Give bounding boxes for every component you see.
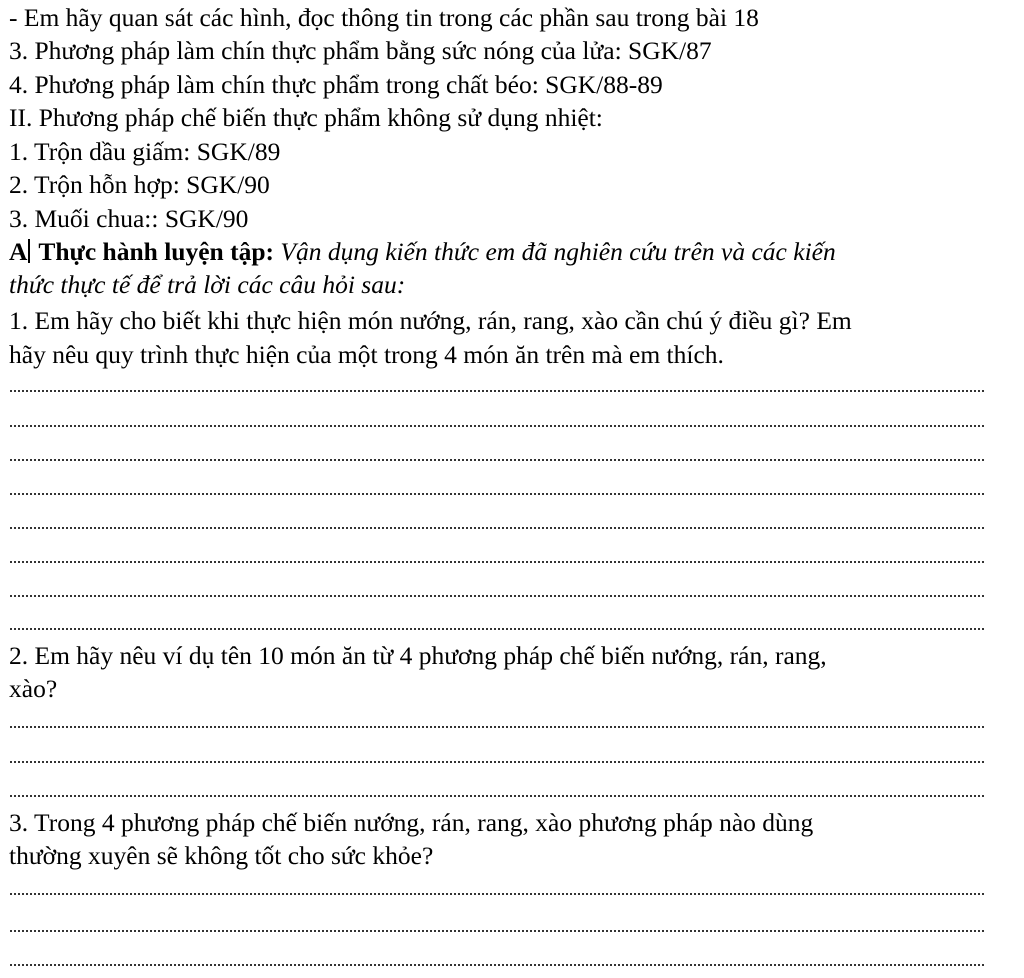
answer-line[interactable] (10, 527, 984, 529)
answer-line[interactable] (10, 761, 984, 763)
question-3-line-2: thường xuyên sẽ không tốt cho sức khỏe? (9, 841, 434, 870)
answer-line[interactable] (10, 930, 984, 932)
answer-line[interactable] (10, 595, 984, 597)
question-3-line-1: 3. Trong 4 phương pháp chế biến nướng, rán, rang, xào phương pháp nào dùng (9, 808, 814, 837)
section-ii-heading: II. Phương pháp chế biến thực phẩm không sử dụng nhiệt: (9, 103, 603, 132)
intro-line: 3. Muối chua:: SGK/90 (9, 204, 249, 233)
answer-line[interactable] (10, 425, 984, 427)
text-cursor (28, 239, 30, 263)
answer-line[interactable] (10, 390, 984, 392)
answer-line[interactable] (10, 893, 984, 895)
answer-line[interactable] (10, 459, 984, 461)
answer-line[interactable] (10, 628, 984, 630)
answer-line[interactable] (10, 726, 984, 728)
section-a-instruction-cont: thức thực tế để trả lời các câu hỏi sau: (9, 270, 406, 299)
answer-line[interactable] (10, 493, 984, 495)
intro-line: 4. Phương pháp làm chín thực phẩm trong chất béo: SGK/88-89 (9, 70, 663, 99)
section-a-title: Thực hành luyện tập: (32, 237, 274, 266)
intro-line: 2. Trộn hỗn hợp: SGK/90 (9, 170, 270, 199)
answer-line[interactable] (10, 795, 984, 797)
question-2-line-1: 2. Em hãy nêu ví dụ tên 10 món ăn từ 4 phương pháp chế biến nướng, rán, rang, (9, 641, 827, 670)
intro-line: 3. Phương pháp làm chín thực phẩm bằng sức nóng của lửa: SGK/87 (9, 36, 712, 65)
intro-line: 1. Trộn dầu giấm: SGK/89 (9, 137, 281, 166)
section-a-instruction: Vận dụng kiến thức em đã nghiên cứu trên và các kiến (274, 237, 836, 266)
section-a-heading (9, 235, 836, 268)
question-2-line-2: xào? (9, 674, 58, 703)
question-1-line-1: 1. Em hãy cho biết khi thực hiện món nướng, rán, rang, xào cần chú ý điều gì? Em (9, 306, 852, 335)
intro-line: - Em hãy quan sát các hình, đọc thông tin trong các phần sau trong bài 18 (9, 3, 759, 32)
answer-line[interactable] (10, 964, 984, 966)
question-1-line-2: hãy nêu quy trình thực hiện của một trong 4 món ăn trên mà em thích. (9, 340, 724, 369)
section-a-label: A (9, 237, 28, 266)
answer-line[interactable] (10, 561, 984, 563)
